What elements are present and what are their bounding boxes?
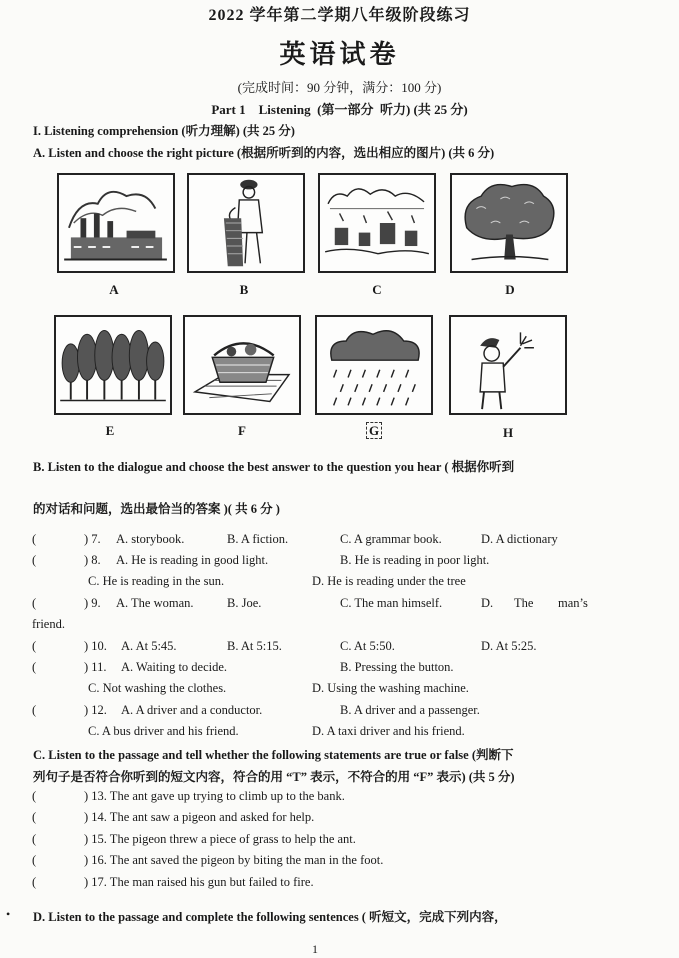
q7-number: ) 7. (84, 532, 101, 546)
q8-option-c: C. He is reading in the sun. (88, 574, 225, 588)
section-c-title-1: C. Listen to the passage and tell whether the following statements are true or false (判断下 (33, 748, 514, 762)
section-b-title-1: B. Listen to the dialogue and choose the best answer to the question you hear ( 根据你听到 (33, 460, 515, 474)
q12-number: ) 12. (84, 703, 107, 717)
bullet-mark: • (6, 907, 11, 921)
picture-label-d: D (505, 282, 515, 297)
q9-number: ) 9. (84, 596, 101, 610)
section-c-title-2: 列句子是否符合你听到的短文内容，符合的用 “T” 表示，不符合的用 “F” 表示) (共 5 分) (33, 770, 515, 784)
q9-option-b: B. Joe. (227, 596, 262, 610)
q8-paren: ( (32, 553, 37, 567)
exam-title: 英语试卷 (279, 40, 400, 69)
q11-option-b: B. Pressing the button. (340, 660, 454, 674)
factory-icon (57, 173, 175, 273)
q7-paren: ( (32, 532, 37, 546)
picture-label-g: G (366, 422, 382, 439)
part-heading: Part 1 Listening (第一部分 听力) (共 25 分) (211, 102, 468, 117)
q10-number: ) 10. (84, 639, 107, 653)
q9-option-a: A. The woman. (116, 596, 194, 610)
q16-paren: ( (32, 853, 37, 867)
q13-statement: ) 13. The ant gave up trying to climb up to the bank. (84, 789, 345, 803)
q11-option-d: D. Using the washing machine. (312, 681, 469, 695)
q9-option-d-word2: man’s (558, 596, 588, 610)
q10-option-a: A. At 5:45. (121, 639, 177, 653)
q7-option-a: A. storybook. (116, 532, 185, 546)
q10-option-c: C. At 5:50. (340, 639, 395, 653)
q9-paren: ( (32, 596, 37, 610)
q10-option-d: D. At 5:25. (481, 639, 537, 653)
q17-paren: ( (32, 875, 37, 889)
q9-option-d-word3: friend. (32, 617, 65, 631)
boy-fireworks-icon (449, 315, 567, 415)
stumps-icon (318, 173, 436, 273)
q7-option-b: B. A fiction. (227, 532, 289, 546)
q15-paren: ( (32, 832, 37, 846)
q11-option-c: C. Not washing the clothes. (88, 681, 227, 695)
section-d-title: D. Listen to the passage and complete the following sentences ( 听短文，完成下列内容， (33, 910, 507, 924)
section-b-title-2: 的对话和问题，选出最恰当的答案 )( 共 6 分 ) (33, 502, 280, 516)
picture-label-f: F (238, 423, 246, 438)
exam-info: (完成时间：90 分钟，满分：100 分) (237, 80, 442, 95)
picture-label-h: H (502, 425, 514, 440)
q9-option-d-word1: The (514, 596, 534, 610)
q8-option-b: B. He is reading in poor light. (340, 553, 490, 567)
picture-label-g-wrap (359, 423, 389, 439)
q8-option-d: D. He is reading under the tree (312, 574, 466, 588)
q8-option-a: A. He is reading in good light. (116, 553, 269, 567)
q9-option-c: C. The man himself. (340, 596, 443, 610)
q12-paren: ( (32, 703, 37, 717)
tree-icon (450, 173, 568, 273)
q14-statement: ) 14. The ant saw a pigeon and asked for help. (84, 810, 315, 824)
q7-option-d: D. A dictionary (481, 532, 558, 546)
q14-paren: ( (32, 810, 37, 824)
q11-number: ) 11. (84, 660, 107, 674)
q8-number: ) 8. (84, 553, 101, 567)
q11-option-a: A. Waiting to decide. (121, 660, 228, 674)
q11-paren: ( (32, 660, 37, 674)
section-i-title: I. Listening comprehension (听力理解) (共 25 分) (33, 124, 295, 138)
rain-cloud-icon (315, 315, 433, 415)
q16-statement: ) 16. The ant saved the pigeon by biting the man in the foot. (84, 853, 384, 867)
q17-statement: ) 17. The man raised his gun but failed to fire. (84, 875, 314, 889)
forest-icon (54, 315, 172, 415)
picture-label-c: C (372, 282, 382, 297)
q15-statement: ) 15. The pigeon threw a piece of grass to help the ant. (84, 832, 356, 846)
section-a-title: A. Listen and choose the right picture (根据所听到的内容，选出相应的图片) (共 6 分) (33, 146, 495, 160)
q10-paren: ( (32, 639, 37, 653)
exam-heading: 2022 学年第二学期八年级阶段练习 (208, 7, 471, 24)
q12-option-c: C. A bus driver and his friend. (88, 724, 239, 738)
picture-label-a: A (109, 282, 119, 297)
picture-label-e: E (105, 423, 115, 438)
picture-label-b: B (239, 282, 249, 297)
farmer-icon (187, 173, 305, 273)
q12-option-b: B. A driver and a passenger. (340, 703, 480, 717)
q7-option-c: C. A grammar book. (340, 532, 442, 546)
q12-option-a: A. A driver and a conductor. (121, 703, 263, 717)
page-number: 1 (312, 942, 318, 956)
q12-option-d: D. A taxi driver and his friend. (312, 724, 465, 738)
q10-option-b: B. At 5:15. (227, 639, 282, 653)
q13-paren: ( (32, 789, 37, 803)
q9-option-d-letter: D. (481, 596, 494, 610)
picnic-basket-icon (183, 315, 301, 415)
